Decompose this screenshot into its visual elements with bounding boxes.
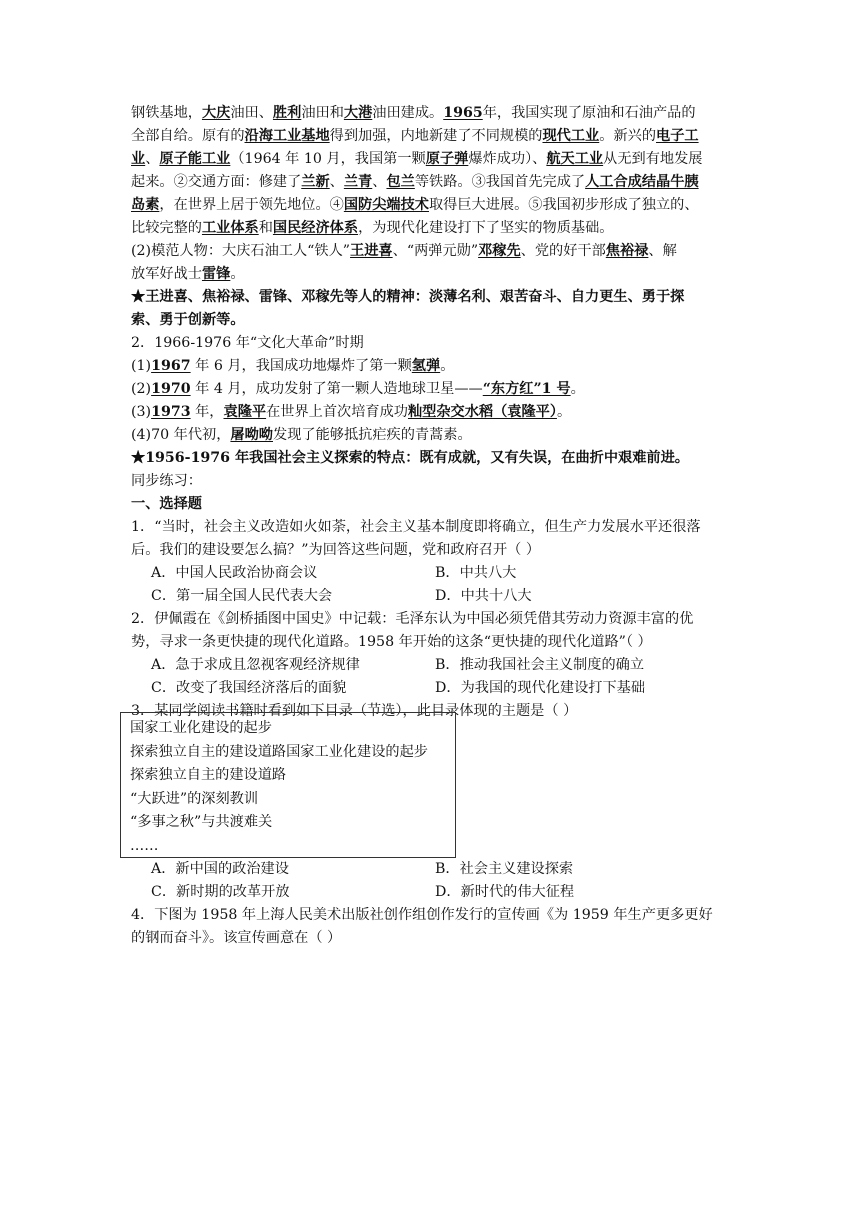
text-line: [131, 194, 731, 217]
text: 、: [329, 174, 344, 190]
keyword: 包兰: [386, 174, 415, 190]
document-body: [131, 102, 731, 723]
toc-entry: 探索独立自主的建设道路国家工业化建设的起步: [130, 743, 428, 760]
keyword: 人工合成结晶牛胰: [585, 174, 699, 190]
text: 起来。②交通方面：修建了: [131, 174, 302, 190]
text: （1964 年 10 月，我国第一颗: [230, 151, 426, 167]
text: 发现了能够抵抗疟疾的青蒿素。: [273, 427, 472, 443]
keyword: 胜利: [272, 105, 302, 121]
keyword: 国民经济体系: [272, 220, 359, 236]
text: 。: [556, 404, 572, 420]
bold-text: ★王进喜、焦裕禄、雷锋、邓稼先等人的精神：淡薄名利、艰苦奋斗、自力更生、勇于探: [131, 289, 685, 305]
option-row: [131, 677, 731, 700]
text: 油田和: [301, 105, 344, 121]
text: 、党的好干部: [520, 243, 606, 259]
text-line: [131, 424, 731, 447]
option-a: A．新中国的政治建设: [151, 861, 289, 877]
keyword: 业: [131, 151, 146, 167]
option-a: A．急于求成且忽视客观经济规律: [151, 657, 360, 673]
keyword: 雷锋: [201, 266, 231, 282]
keyword: 原子能工业: [159, 151, 231, 167]
section-heading: 2．1966-1976 年“文化大革命”时期: [131, 335, 364, 351]
text: 全部自给。原有的: [131, 128, 245, 144]
text: 油田建成。: [372, 105, 444, 121]
option-d: D．为我国的现代化建设打下基础: [435, 680, 646, 696]
text-line: [131, 378, 731, 401]
highlight-line: [131, 447, 731, 470]
text-line: [131, 355, 731, 378]
keyword: 焦裕禄: [605, 243, 649, 259]
text: (3): [131, 404, 152, 420]
question-stem: 2．伊佩霞在《剑桥插图中国史》中记载：毛泽东认为中国必须凭借其劳动力资源丰富的优: [131, 611, 694, 627]
option-c: C．新时期的改革开放: [151, 884, 290, 900]
keyword: 籼型杂交水稻（袁隆平）: [407, 404, 557, 420]
text-line: [131, 148, 731, 171]
text-line: [131, 240, 731, 263]
question-stem: 1．“当时，社会主义改造如火如荼，社会主义基本制度即将确立，但生产力发展水平还很落: [131, 519, 701, 535]
keyword: 1967: [151, 358, 191, 374]
question-stem: 的钢而奋斗》。该宣传画意在（ ）: [131, 930, 342, 946]
keyword: 国防尖端技术: [343, 197, 429, 213]
option-b: B．社会主义建设探索: [435, 861, 574, 877]
keyword: 1 号: [541, 381, 571, 397]
toc-entry: “大跃进”的深刻教训: [130, 790, 259, 807]
text: 和: [258, 220, 273, 236]
option-c: C．改变了我国经济落后的面貌: [151, 680, 347, 696]
text: 从无到有地发展: [603, 151, 703, 167]
keyword: 1965: [443, 105, 483, 121]
toc-entry: “多事之秋”与共渡难关: [130, 814, 273, 830]
text: (4)70 年代初，: [131, 427, 231, 443]
keyword: 工业体系: [201, 220, 259, 236]
keyword: 沿海工业基地: [244, 128, 330, 144]
option-row: [131, 654, 731, 677]
option-row: [131, 881, 731, 904]
option-b: B．中共八大: [435, 565, 517, 581]
option-b: B．推动我国社会主义制度的确立: [435, 657, 645, 673]
highlight-line: [131, 286, 731, 309]
keyword: 氢弹: [411, 358, 441, 374]
keyword: 岛素: [131, 197, 160, 213]
keyword: “东方红”: [482, 381, 542, 397]
keyword: 原子弹: [425, 151, 469, 167]
question-stem: 势，寻求一条更快捷的现代化道路。1958 年开始的这条“更快捷的现代化道路”（ ）: [131, 634, 652, 650]
text: 。: [230, 266, 245, 282]
text: 。: [440, 358, 455, 374]
text: ，为现代化建设打下了坚实的物质基础。: [358, 220, 614, 236]
option-row: [131, 858, 731, 881]
highlight-line: [131, 309, 731, 332]
text: 、“两弹元勋”: [392, 243, 479, 259]
keyword: 袁隆平: [223, 404, 267, 420]
keyword: 屠呦呦: [230, 427, 273, 443]
section-label: 同步练习：: [131, 473, 202, 489]
option-a: A．中国人民政治协商会议: [151, 565, 318, 581]
keyword: 兰新: [301, 174, 330, 190]
section-heading: [131, 493, 731, 516]
keyword: 兰青: [343, 174, 373, 190]
text: 得到加强，内地新建了不同规模的: [329, 128, 543, 144]
text: 年 4 月，成功发射了第一颗人造地球卫星——: [190, 381, 483, 397]
text: 、: [372, 174, 387, 190]
text: 、解: [648, 243, 677, 259]
text: (2)模范人物：大庆石油工人“铁人”: [131, 243, 351, 259]
question-stem: 3．某同学阅读书籍时看到如下目录（节选），此目录体现的主题是（ ）: [131, 703, 578, 719]
question-stem: 后。我们的建设要怎么搞？”为回答这些问题，党和政府召开（ ）: [131, 542, 541, 558]
keyword: 电子工: [656, 128, 699, 144]
text: 在世界上首次培育成功: [266, 404, 408, 420]
keyword: 大港: [343, 105, 373, 121]
document-body-continued: [131, 858, 731, 950]
option-d: D．新时代的伟大征程: [435, 884, 575, 900]
toc-entry: 国家工业化建设的起步: [130, 720, 272, 736]
bold-text: 索、勇于创新等。: [131, 312, 245, 328]
keyword: 1973: [151, 404, 191, 420]
text: 。新兴的: [599, 128, 657, 144]
keyword: 现代工业: [542, 128, 600, 144]
keyword: 王进喜: [350, 243, 393, 259]
text: (1): [131, 358, 152, 374]
text: 年，: [190, 404, 224, 420]
text: 放军好战士: [131, 266, 202, 282]
text: ，在世界上居于领先地位。④: [159, 197, 344, 213]
text: 年，我国实现了原油和石油产品的: [482, 105, 696, 121]
text-line: [131, 125, 731, 148]
text: 、: [145, 151, 160, 167]
text-line: [131, 217, 731, 240]
text-line: [131, 263, 731, 286]
text-line: [131, 171, 731, 194]
bold-text: ★1956-1976 年我国社会主义探索的特点：既有成就，又有失误，在曲折中艰难前进。: [131, 450, 689, 466]
keyword: 1970: [151, 381, 191, 397]
text: 钢铁基地，: [131, 105, 202, 121]
toc-entry: ……: [130, 837, 159, 854]
text: 爆炸成功）、: [468, 151, 547, 167]
table-of-contents-box: [120, 712, 456, 858]
keyword: 邓稼先: [478, 243, 521, 259]
text: 取得巨大进展。⑤我国初步形成了独立的、: [428, 197, 699, 213]
option-c: C．第一届全国人民代表大会: [151, 588, 333, 604]
bold-text: 一、选择题: [131, 496, 202, 512]
option-row: [131, 562, 731, 585]
option-row: [131, 585, 731, 608]
text: 油田、: [230, 105, 273, 121]
text-line: [131, 401, 731, 424]
text-line: [131, 102, 731, 125]
keyword: 航天工业: [546, 151, 604, 167]
text: 等铁路。③我国首先完成了: [414, 174, 586, 190]
text: (2): [131, 381, 152, 397]
keyword: 大庆: [201, 105, 231, 121]
text: 。: [570, 381, 585, 397]
toc-entry: 探索独立自主的建设道路: [130, 767, 287, 783]
text: 比较完整的: [131, 220, 202, 236]
question-stem: 4．下图为 1958 年上海人民美术出版社创作组创作发行的宣传画《为 1959 年生产更多更好: [131, 907, 713, 923]
option-d: D．中共十八大: [435, 588, 532, 604]
text: 年 6 月，我国成功地爆炸了第一颗: [190, 358, 412, 374]
